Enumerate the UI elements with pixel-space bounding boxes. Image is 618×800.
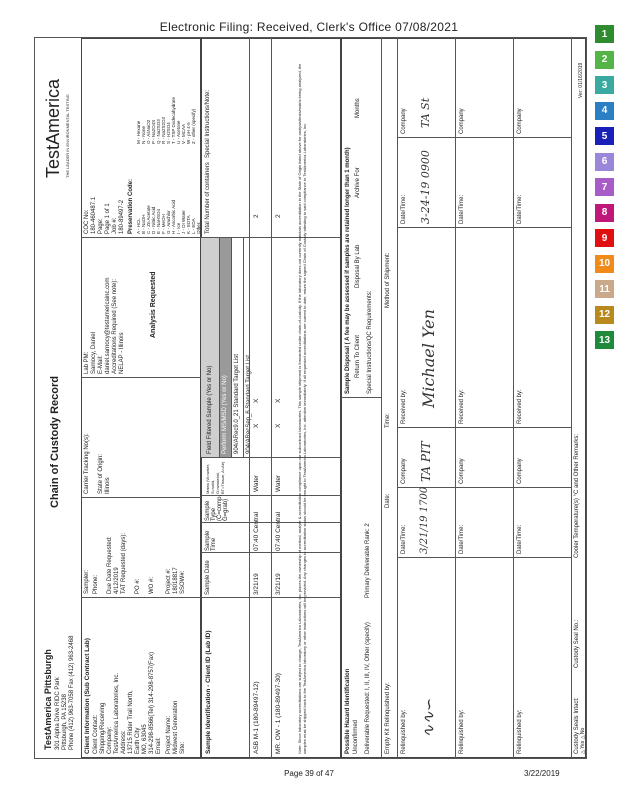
months-label: Months [355,98,361,118]
relinquished-by-label-2: Relinquished by: [459,709,465,754]
efiling-header: Electronic Filing: Received, Clerk's Office 07/08/2021 [159,20,459,34]
sample-date: 3/21/19 [253,573,260,595]
datetime-label-6: Date/Time: [517,194,523,224]
wo-label: WO #: [149,576,155,594]
preservation-code: M - Hexane [136,120,141,144]
preservation-code: G - Amchlor [166,210,171,234]
tab-11[interactable]: 11 [595,280,614,298]
coc-label: COC No: [84,209,90,234]
coc-value: 180-460487.1 [91,196,97,234]
page-number: Page 39 of 47 [284,769,334,778]
lab-address-1: 301 Alpha Drive RIDC Park [55,677,61,750]
tab-6[interactable]: 6 [595,153,614,171]
job-label: Job #: [112,217,118,234]
field-filtered-label: Field Filtered Sample (Yes or No) [207,365,213,454]
phone-label: Phone: [93,574,99,594]
sample-matrix: Water [253,474,260,492]
project-number-value: 18018817 [173,567,179,594]
accreditations-label: Accreditations Required (See note): [112,278,118,374]
sample-id-header: Sample Identification - Client ID (Lab ID) [205,630,212,754]
sample-type-header: Sample Type (C=comp, G=grab) [205,494,229,521]
preservation-heading: Preservation Code: [128,178,134,234]
company-label-6: Company [517,108,523,134]
lab-pm-value: Sarnocy, Daniel [91,332,97,374]
preservation-code: O - AsNaO2 [146,119,151,144]
logo-tagline: THE LEADER IN ENVIRONMENTAL TESTING [65,94,70,178]
preservation-code: V - MCAA [181,123,186,144]
tab-2[interactable]: 2 [595,51,614,69]
sample-row-divider [271,38,272,758]
client-info-heading: Client Information (Sub Contract Lab) [84,638,91,754]
state-origin-value: Illinois [105,477,111,494]
analysis-2: 904/ARecSep_6 Standard Target List [246,355,252,454]
sample-row-divider [249,38,250,758]
tab-7[interactable]: 7 [595,178,614,196]
disposal-by-lab[interactable]: Disposal By Lab [355,244,361,288]
datetime-label-5: Date/Time: [517,524,523,554]
preservation-code: I - Ice [176,222,181,234]
due-date-label: Due Date Requested: [107,536,113,594]
relinquished-by-label-1: Relinquished by: [401,709,407,754]
sample-date: 3/21/19 [275,573,282,595]
testamerica-logo: TestAmerica [43,78,63,178]
analysis-requested: Analysis Requested [150,271,157,338]
form-title: Chain of Custody Record [49,375,61,508]
time-label: Time: [385,413,391,428]
received-by-label-2: Received by: [459,389,465,424]
client-info-block [81,38,201,758]
preservation-code: Other: [196,221,201,234]
carrier-label: Carrier Tracking No(s): [84,433,90,494]
due-date-value: 4/12/2019 [114,567,120,594]
received-by-label-3: Received by: [517,389,523,424]
client-contact-value: Shipping/Receiving [100,702,106,754]
company-label: Company: [107,726,113,754]
datetime-label-3: Date/Time: [459,524,465,554]
company-label-2: Company [401,108,407,134]
datetime-label-2: Date/Time: [401,194,407,224]
relinquished-signature-1: ∿∿∽ [419,697,438,738]
preservation-code: J - DI Water [181,210,186,234]
empty-kit-label: Empty Kit Relinquished by: [385,682,391,754]
phone-value: 314-298-8566(Tel) 314-298-8757(Fax) [149,651,155,754]
received-date-1: 3-24-19 0900 [419,150,432,224]
hazard-label: Possible Hazard Identification [345,668,351,754]
preservation-code: T - TSP Dodecahydrate [171,96,176,144]
preservation-code: P - Na2O4S [151,119,156,144]
ms-msd-label: Perform MS/MSD (Yes or No) [222,375,228,454]
received-by-label-1: Received by: [401,389,407,424]
preservation-code: L - EDA [191,218,196,234]
address-value: 13715 Rider Trail North, [128,690,134,754]
project-number-label: Project #: [166,568,172,594]
lab-name: TestAmerica Pittsburgh [43,649,53,750]
company-label-4: Company [459,108,465,134]
return-to-client[interactable]: Return To Client [355,335,361,378]
lab-pm-label: Lab PM: [84,351,90,374]
company-label-5: Company [517,458,523,484]
ssow-label: SSOW#: [180,570,186,594]
archive-for[interactable]: Archive For [355,167,361,198]
accreditations-value: NELAP - Illinois [119,332,125,374]
tab-12[interactable]: 12 [595,306,614,324]
address-label: Address: [121,730,127,754]
footer-date: 3/22/2019 [524,769,560,778]
sample-time: 07:40 Central [253,511,260,551]
page-label: Page: [98,218,104,234]
relinquished-by-label-3: Relinquished by: [517,709,523,754]
email-label: Email: [156,737,162,754]
sampler-label: Sampler: [84,569,90,594]
page-value: Page 1 of 1 [105,203,111,234]
tab-9[interactable]: 9 [595,229,614,247]
analysis-2-mark: X [275,398,282,403]
preservation-code: E - NaHSO4 [156,208,161,234]
client-contact-label: Client Contact: [93,714,99,754]
sample-time: 07:40 Central [275,511,282,551]
custody-yes-no[interactable]: △ Yes △ No [580,727,586,754]
tab-10[interactable]: 10 [595,255,614,273]
sample-time-header: Sample Time [205,530,217,551]
lab-address-2: Pittsburgh, PA 15238 [62,694,68,750]
analysis-1-mark: X [253,423,260,428]
custody-seal-no-label: Custody Seal No.: [574,619,580,668]
project-name-value: Midwest Generation [173,700,179,754]
preservation-code: S - H2SO4 [166,122,171,144]
method-shipment-label: Method of Shipment: [385,252,391,308]
analysis-2-mark: X [253,398,260,403]
deliverable-label: Deliverable Requested: I, II, III, IV, Other (specify) [365,622,371,754]
preservation-code: Z - other (specify) [191,108,196,144]
matrix-header: Matrix (W=water, S=solid, O=waste/oil, BT=Tissue, A=Air) [205,461,225,494]
site-label: Site: [180,741,186,754]
version-label: Ver: 01/16/2019 [578,62,584,98]
preservation-code: B - NaOH [141,214,146,234]
preservation-code: U - Acetone [176,120,181,144]
preservation-code: F - MeOH [161,214,166,234]
tab-strip [595,25,614,357]
email2-value: daniel.sarnocy@testamericainc.com [105,277,111,374]
cooler-temp-label: Cooler Temperature(s) °C and Other Remarks: [574,434,580,558]
tab-13[interactable]: 13 [595,331,614,349]
city-value: Earth City [135,727,141,754]
disposal-label: Sample Disposal ( A fee may be assessed if samples are retained longer than 1 month) [345,147,351,394]
sample-matrix: Water [275,474,282,492]
lab-phone: Phone (412) 963-7058 Fax (412) 963-2468 [69,635,75,750]
hazard-value: Unconfirmed [353,719,359,754]
company-label-3: Company [459,458,465,484]
received-company-1: TA St [419,97,432,128]
container-count: 2 [253,214,260,218]
custody-seals-label: Custody Seals Intact: [574,697,580,754]
tab-8[interactable]: 8 [595,204,614,222]
rotated-form-content [35,38,586,758]
sample-id: ASB M-1 (180-89497-12) [253,681,260,754]
preservation-code: C - Zn Acetate [146,205,151,234]
container-count: 2 [275,214,282,218]
chain-of-custody-form [34,37,587,759]
state-origin-label: State of Origin: [98,453,104,494]
sample-date-header: Sample Date [205,560,211,595]
preservation-code: Q - Na2SO3 [156,119,161,144]
preservation-code: A - HCL [136,218,141,234]
date-label: Date: [385,493,391,508]
preservation-code: W - pH 4-5 [186,122,191,144]
preservation-code: R - Na2S2O3 [161,116,166,144]
job-value: 180-89497-2 [119,199,125,234]
analysis-1: 904/ARec9.0_21 Standard Target List [234,354,240,454]
preservation-code: D - Nitric Acid [151,206,156,234]
accreditation-note: Note: Since laboratory accreditations are subject to change, TestAmerica Laboratories, Inc. places the ownership of method, analyte & accreditation compliance upon our subcontract laboratories. This sample shipment is forwarded under chain-of-custody. If the laboratory does not currently maintain accreditation in the State of Origin listed above for analysis/tests/matrix being analyzed, the samples must be shipped back to the TestAmerica laboratory or other instructions will be provided. Any changes to accreditation status should be brought to TestAmerica Laboratories, Inc. attention immediately. If all requested accreditations are current to date, return the signed Chain of Custody attesting to said compliance to TestAmerica Laboratories, Inc. [297,63,307,754]
tab-5[interactable]: 5 [595,127,614,145]
received-signature-1: Michael Yen [419,309,438,408]
relinquished-date-1: 3/21/19 1700 [419,486,430,554]
company-value: TestAmerica Laboratories, Inc. [114,672,120,754]
tat-label: TAT Requested (days): [121,532,127,594]
tab-1[interactable]: 1 [595,25,614,43]
preservation-code: H - Ascorbic Acid [171,199,176,234]
datetime-label-1: Date/Time: [401,524,407,554]
datetime-label-4: Date/Time: [459,194,465,224]
analysis-1-mark: X [275,423,282,428]
tab-4[interactable]: 4 [595,102,614,120]
company-label-1: Company [401,458,407,484]
preservation-code: K - EDTA [186,215,191,234]
preservation-code: N - None [141,125,146,144]
deliverable-value: Primary Deliverable Rank: 2 [365,523,371,598]
total-containers-label: Total Number of containers [205,162,211,234]
relinquished-company-1: TA PIT [419,441,433,482]
sample-id: MR. OW - 1 (180-89497-30) [275,673,282,754]
po-label: PO #: [135,578,141,594]
email2-label: E-Mail: [98,355,104,374]
special-qc-label: Special Instructions/QC Requirements: [367,290,373,394]
tab-3[interactable]: 3 [595,76,614,94]
project-name-label: Project Name: [166,715,172,754]
special-instructions-label: Special Instructions/Note: [205,89,211,158]
state-value: MO, 63045 [142,724,148,754]
